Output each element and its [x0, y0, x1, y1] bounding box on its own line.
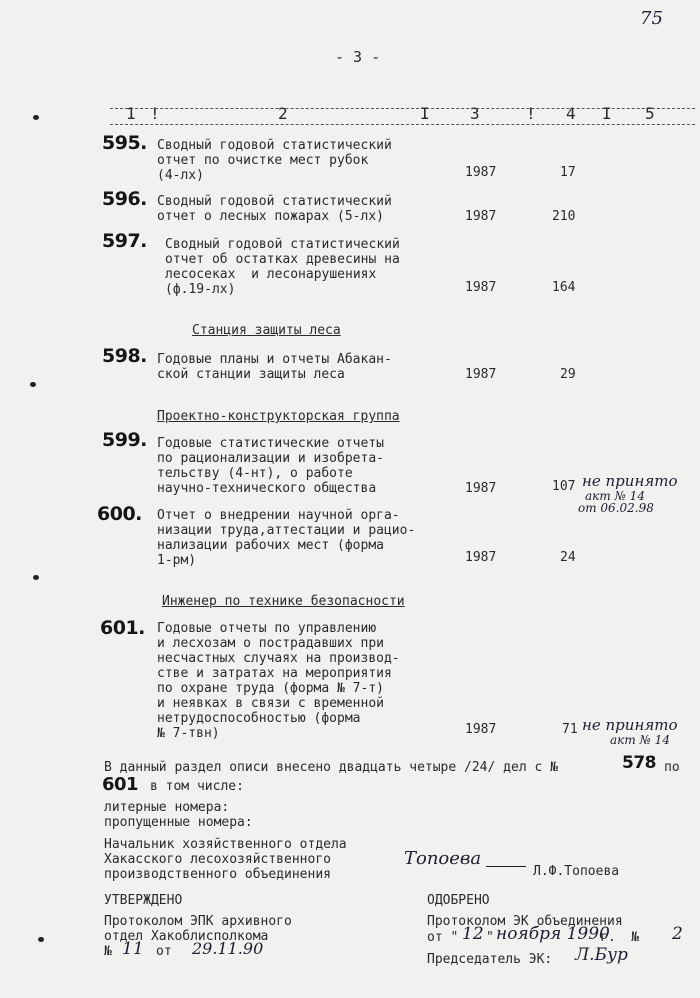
section-heading: Станция защиты леса [192, 323, 341, 338]
entry-number: 598. [102, 345, 147, 367]
section-heading: Инженер по технике безопасности [162, 594, 405, 609]
signature-line: Начальник хозяйственного отдела [104, 837, 347, 852]
handwritten-note: от 06.02.98 [578, 501, 654, 515]
entry-title-line: (ф.19-лх) [165, 282, 236, 297]
entry-number: 597. [102, 230, 147, 252]
entry-title-line: Годовые отчеты по управлению [157, 621, 377, 636]
handwritten-note: акт № 14 [610, 733, 670, 747]
approved-ot: от [156, 944, 172, 959]
approved-number: 11 [122, 939, 144, 959]
agreed-signature: Л.Бур [575, 945, 628, 965]
agreed-quote: " [486, 930, 494, 945]
entry-title-line: стве и затратах на мероприятия [157, 666, 392, 681]
summary-from-number: 578 [622, 753, 656, 773]
signer-name: Л.Ф.Топоева [533, 864, 620, 879]
entry-number: 599. [102, 429, 147, 451]
entry-title-line: отчет об остатках древесины на [165, 252, 400, 267]
summary-line: В данный раздел описи внесено двадцать четыре /24/ дел с № [104, 760, 558, 775]
entry-year: 1987 [465, 280, 497, 295]
punch-mark [38, 937, 44, 942]
entry-count: 71 [562, 722, 578, 737]
entry-number: 600. [97, 503, 142, 525]
entry-title-line: лесосеках и лесонарушениях [165, 267, 377, 282]
summary-line: пропущенные номера: [104, 815, 253, 830]
entry-title-line: низации труда,аттестации и рацио- [157, 523, 416, 538]
entry-title-line: и неявках в связи с временной [157, 696, 384, 711]
entry-year: 1987 [465, 481, 497, 496]
entry-count: 210 [552, 209, 576, 224]
entry-title-line: Сводный годовой статистический [157, 138, 392, 153]
col-separator: I [420, 104, 430, 123]
agreed-g-no: г. № [600, 930, 640, 945]
entry-title-line: Годовые статистические отчеты [157, 436, 384, 451]
approved-date: 29.11.90 [192, 939, 264, 958]
punch-mark [33, 575, 39, 580]
col-5-label: 5 [645, 104, 655, 123]
agreed-chair: Председатель ЭК: [427, 952, 553, 967]
entry-title-line: 1-рм) [157, 553, 197, 568]
entry-title-line: отчет о лесных пожарах (5-лх) [157, 209, 384, 224]
entry-number: 596. [102, 188, 147, 210]
approved-line: отдел Хакоблисполкома [104, 929, 269, 944]
col-separator: ! [150, 104, 160, 123]
entry-count: 164 [552, 280, 576, 295]
summary-line: литерные номера: [104, 800, 230, 815]
entry-title-line: Отчет о внедрении научной орга- [157, 508, 400, 523]
entry-title-line: ской станции защиты леса [157, 367, 345, 382]
approved-no: № [104, 944, 112, 959]
entry-title-line: Годовые планы и отчеты Абакан- [157, 352, 392, 367]
entry-count: 29 [560, 367, 576, 382]
handwritten-note: акт № 14 [585, 489, 645, 503]
entry-title-line: несчастных случаях на производ- [157, 651, 400, 666]
col-1-label: 1 [126, 104, 136, 123]
summary-line: в том числе: [150, 779, 244, 794]
entry-number: 595. [102, 132, 147, 154]
signature-line: Хакасского лесохозяйственного [104, 852, 331, 867]
entry-year: 1987 [465, 209, 497, 224]
entry-title-line: по охране труда (форма № 7-т) [157, 681, 384, 696]
page-number: - 3 - [335, 48, 381, 66]
agreed-line: Протоколом ЭК объединения [427, 914, 623, 929]
entry-title-line: и лесхозам о пострадавших при [157, 636, 384, 651]
entry-year: 1987 [465, 722, 497, 737]
col-4-label: 4 [566, 104, 576, 123]
entry-count: 107 [552, 479, 576, 494]
agreed-title: ОДОБРЕНО [427, 893, 490, 908]
agreed-month: ноября 1990 [496, 924, 610, 944]
col-separator: I [602, 104, 612, 123]
entry-title-line: отчет по очистке мест рубок [157, 153, 369, 168]
col-3-label: 3 [470, 104, 480, 123]
agreed-ot: от " [427, 930, 459, 945]
signature-stroke [486, 866, 526, 867]
entry-year: 1987 [465, 367, 497, 382]
col-2-label: 2 [278, 104, 288, 123]
col-separator: ! [526, 104, 536, 123]
entry-title-line: нализации рабочих мест (форма [157, 538, 384, 553]
approved-line: Протоколом ЭПК архивного [104, 914, 292, 929]
punch-mark [33, 115, 39, 120]
summary-to-number: 601 [102, 774, 139, 795]
header-dash-bottom [110, 124, 695, 125]
entry-year: 1987 [465, 165, 497, 180]
signature-line: производственного объединения [104, 867, 331, 882]
entry-title-line: Сводный годовой статистический [157, 194, 392, 209]
entry-title-line: тельству (4-нт), о работе [157, 466, 353, 481]
agreed-number: 2 [672, 924, 683, 944]
entry-number: 601. [100, 617, 145, 639]
entry-count: 24 [560, 550, 576, 565]
punch-mark [30, 382, 36, 387]
entry-title-line: Сводный годовой статистический [165, 237, 400, 252]
handwritten-note: не принято [582, 716, 678, 734]
approved-title: УТВЕРЖДЕНО [104, 893, 183, 908]
summary-po: по [664, 760, 680, 775]
entry-count: 17 [560, 165, 576, 180]
handwritten-note: не принято [582, 472, 678, 490]
entry-title-line: (4-лх) [157, 168, 204, 183]
entry-title-line: № 7-твн) [157, 726, 220, 741]
page-mark: 75 [640, 8, 663, 29]
agreed-day: 12 [462, 924, 484, 944]
entry-title-line: научно-технического общества [157, 481, 377, 496]
section-heading: Проектно-конструкторская группа [157, 409, 400, 424]
entry-title-line: по рационализации и изобрета- [157, 451, 384, 466]
entry-title-line: нетрудоспособностью (форма [157, 711, 361, 726]
entry-year: 1987 [465, 550, 497, 565]
handwritten-signature: Топоева [404, 848, 482, 869]
